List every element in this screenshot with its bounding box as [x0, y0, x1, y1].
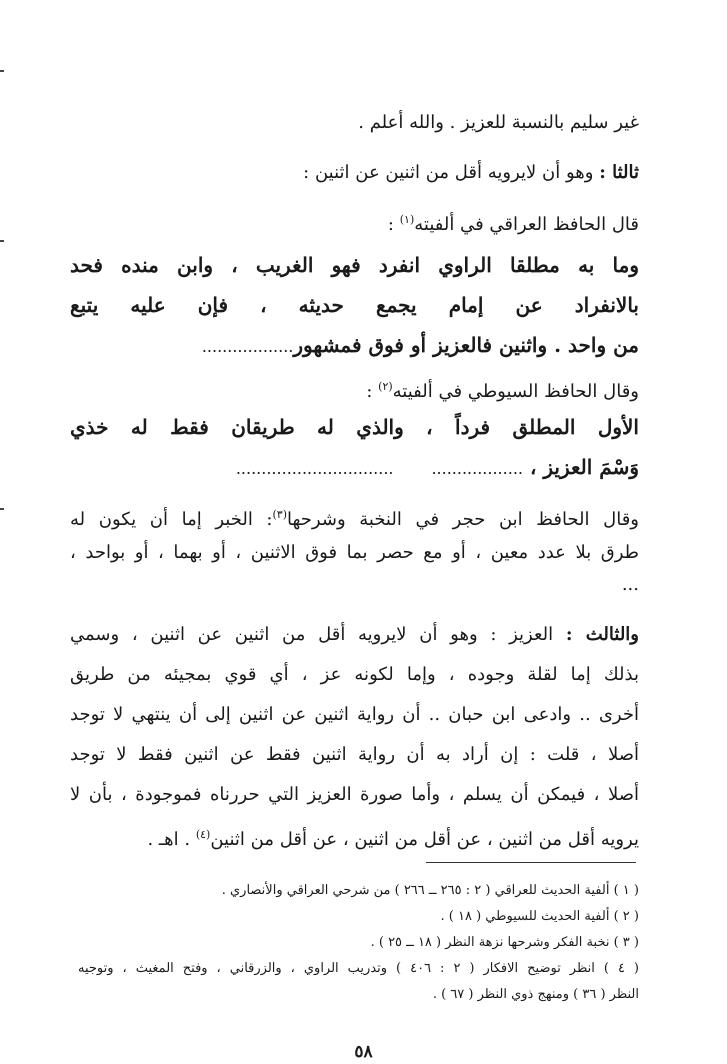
verse-line: الأول المطلق فرداً ، والذي له طريقان فقط له خذي [70, 415, 639, 439]
margin-mark [0, 70, 4, 72]
paragraph-line [70, 500, 639, 535]
ellipsis-dots: .................. [201, 337, 294, 356]
paragraph-text: يرويه أقل من اثنين ، عن أقل من اثنين ، عن أقل من اثنين [210, 829, 639, 850]
quote-intro-line [70, 372, 639, 407]
footnote: ( ١ ) ألفية الحديث للعراقي ( ٢ : ٢٦٥ ــ ٢٦٦ ) من شرحي العراقي والأنصاري . [221, 883, 639, 898]
punctuation: : [366, 381, 373, 402]
paragraph-line: طرق بلا عدد معين ، أو مع حصر بما فوق الاثنين ، أو بهما ، أو بواحد ، [70, 542, 639, 563]
section-label: ثالثا : [599, 162, 639, 183]
paragraph-line: بذلك إما لقلة وجوده ، وإما لكونه عز ، أي قوي بمجيئه من طريق [70, 664, 639, 685]
margin-mark [0, 508, 4, 510]
footnote-ref: (٤) [195, 828, 211, 841]
ellipsis-dots: .................. [431, 459, 523, 478]
verse-line [70, 452, 639, 484]
paragraph-line: ... [621, 574, 639, 595]
paragraph-line: أخرى .. وادعى ابن حبان .. أن رواية اثنين عن اثنين إلى أن ينتهي لا توجد [70, 704, 639, 725]
footnote-ref: (٢) [378, 380, 393, 393]
quote-intro-text: قال الحافظ العراقي في ألفيته [414, 214, 639, 235]
paragraph-text: العزيز : وهو أن لايرويه أقل من اثنين عن اثنين ، وسمي [70, 624, 554, 645]
footnote-ref: (١) [399, 213, 415, 226]
section-label: والثالث : [565, 624, 639, 645]
verse-line: بالانفراد عن إمام يجمع حديثه ، فإن عليه يتبع [70, 293, 639, 317]
paragraph-text: : الخبر إما أن يكون له [70, 509, 273, 530]
punctuation: : [387, 214, 394, 235]
footnote: النظر ( ٣٦ ) ومنهج ذوي النظر ( ٦٧ ) . [432, 987, 639, 1002]
paragraph-line [70, 820, 639, 855]
ellipsis-dots: ............................... [235, 459, 394, 478]
paragraph-text: . اهـ . [147, 829, 191, 850]
verse-text: من واحد . واثنين فالعزيز أو فوق فمشهور [293, 333, 639, 357]
paragraph-line [70, 620, 639, 650]
quote-intro-text: وقال الحافظ السيوطي في ألفيته [392, 381, 639, 402]
footnote: ( ٤ ) انظر توضيح الافكار ( ٢ : ٤٠٦ ) وتدريب الراوي ، والزرقاني ، وفتح المغيث ، وتوجيه [78, 961, 639, 976]
footnote: ( ٣ ) نخبة الفكر وشرحها نزهة النظر ( ١٨ ــ ٢٥ ) . [370, 935, 639, 950]
quote-intro-line [70, 205, 639, 240]
footnote-divider [426, 862, 636, 863]
section-text: وهو أن لايرويه أقل من اثنين عن اثنين : [303, 162, 594, 183]
section-heading-line [70, 158, 639, 188]
footnote: ( ٢ ) ألفية الحديث للسيوطي ( ١٨ ) . [440, 909, 639, 924]
paragraph-line: أصلا ، فيمكن أن يسلم ، وأما صورة العزيز التي حررناه فموجودة ، بأن لا [70, 784, 639, 805]
paragraph-line: أصلا ، قلت : إن أراد به أن رواية اثنين فقط عن اثنين فقط لا توجد [70, 744, 639, 765]
paragraph-text: وقال الحافظ ابن حجر في النخبة وشرحها [287, 509, 639, 530]
footnote-ref: (٣) [272, 508, 288, 521]
verse-line: وما به مطلقا الراوي انفرد فهو الغريب ، وابن منده فحد [70, 253, 639, 277]
margin-mark [0, 240, 4, 242]
page-number: ٥٨ [354, 1042, 373, 1062]
text-line: غير سليم بالنسبة للعزيز . والله أعلم . [358, 112, 639, 133]
verse-line [70, 330, 639, 362]
verse-text: وَسْمَ العزيز ، [529, 455, 639, 479]
